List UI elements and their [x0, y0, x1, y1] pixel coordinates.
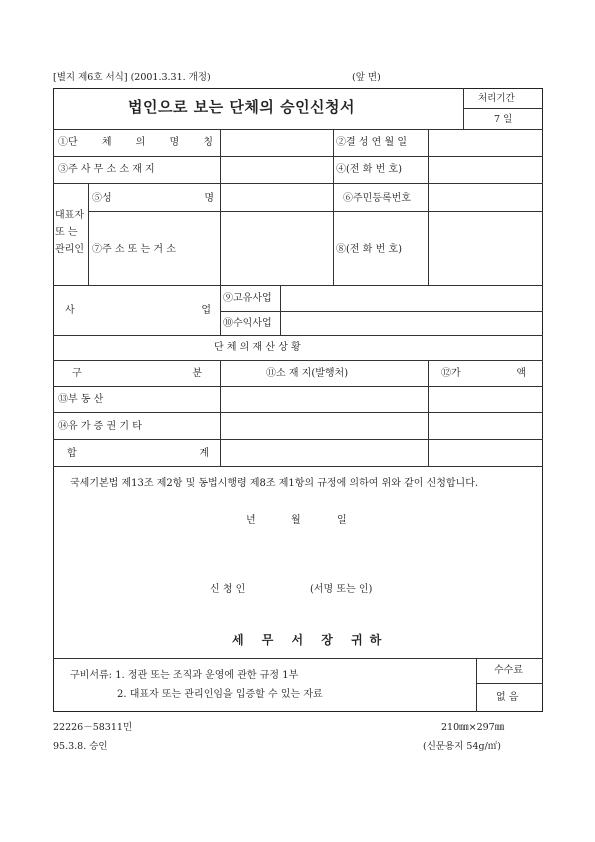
col-location-header: ⑪소 재 지(발행처) [266, 368, 349, 379]
real-estate-value-field[interactable] [429, 387, 542, 412]
total-label: 합 계 [67, 448, 209, 459]
col-value-header: ⑫가 액 [441, 368, 526, 379]
office-location-field[interactable] [221, 157, 333, 182]
representative-label-3: 관리인 [55, 244, 84, 255]
rep-address-label: ⑦주 소 또 는 거 소 [92, 244, 176, 255]
representative-label-1: 대표자 [55, 210, 84, 221]
business-own-label: ⑨고유사업 [223, 293, 272, 304]
attachments-label: 구비서류: 1. 정관 또는 조직과 운영에 관한 규정 1부 [70, 670, 299, 681]
founded-date-label: ②결 성 연 월 일 [336, 137, 408, 148]
founded-date-field[interactable] [429, 130, 542, 155]
fee-value: 없 음 [496, 692, 519, 703]
signature-label: (서명 또는 인) [310, 584, 373, 595]
fee-label: 수수료 [494, 665, 523, 676]
attachments-item-2: 2. 대표자 또는 관리인임을 입증할 수 있는 자료 [117, 689, 323, 700]
total-location-field[interactable] [221, 440, 427, 465]
form-title: 법인으로 보는 단체의 승인신청서 [128, 98, 356, 116]
business-label: 사 업 [65, 305, 211, 316]
securities-label: ⑭유 가 증 권 기 타 [58, 421, 142, 432]
footer-paper-type: (신문용지 54g/㎡) [423, 741, 502, 752]
declaration-text: 국세기본법 제13조 제2항 및 동법시행령 제8조 제1항의 규정에 의하여 위와 같이 신청합니다. [70, 478, 479, 489]
recipient-label: 세 무 서 장 귀하 [232, 633, 389, 647]
date-day-label: 일 [337, 515, 347, 526]
col-category-header: 구 분 [72, 368, 202, 379]
org-name-field[interactable] [221, 130, 333, 155]
footer-paper-size: 210㎜×297㎜ [441, 722, 505, 733]
phone2-label: ⑧(전 화 번 호) [336, 244, 402, 255]
securities-location-field[interactable] [221, 413, 427, 438]
real-estate-location-field[interactable] [221, 387, 427, 412]
processing-period-label: 처리기간 [478, 93, 515, 104]
footer-approval: 95.3.8. 승인 [53, 741, 108, 752]
office-location-label: ③주 사 무 소 소 재 지 [58, 164, 155, 175]
footer-code: 22226－58311민 [53, 722, 133, 733]
phone1-field[interactable] [429, 157, 542, 182]
real-estate-label: ⑬부 동 산 [58, 394, 104, 405]
assets-heading: 단 체 의 재 산 상 황 [214, 342, 301, 353]
resident-number-label: ⑥주민등록번호 [343, 193, 411, 204]
phone1-label: ④(전 화 번 호) [336, 164, 402, 175]
rep-name-field[interactable] [221, 184, 333, 210]
applicant-name-field[interactable] [250, 580, 305, 598]
page-side-label: (앞 면) [352, 72, 381, 83]
total-value-field[interactable] [429, 440, 542, 465]
applicant-label: 신 청 인 [210, 584, 246, 595]
processing-period-value: 7 일 [494, 114, 513, 125]
org-name-label: ①단 체 의 명 칭 [58, 137, 213, 148]
rep-name-label: ⑤성 명 [92, 193, 214, 204]
date-year-label: 년 [246, 515, 256, 526]
securities-value-field[interactable] [429, 413, 542, 438]
representative-label-2: 또 는 [55, 227, 78, 238]
rep-address-field[interactable] [221, 212, 333, 284]
date-month-label: 월 [291, 515, 301, 526]
business-profit-field[interactable] [281, 312, 542, 335]
form-code: [별지 제6호 서식] (2001.3.31. 개정) [53, 72, 211, 83]
business-own-field[interactable] [281, 286, 542, 310]
resident-number-field[interactable] [429, 184, 542, 210]
business-profit-label: ⑩수익사업 [223, 318, 272, 329]
phone2-field[interactable] [429, 212, 542, 284]
